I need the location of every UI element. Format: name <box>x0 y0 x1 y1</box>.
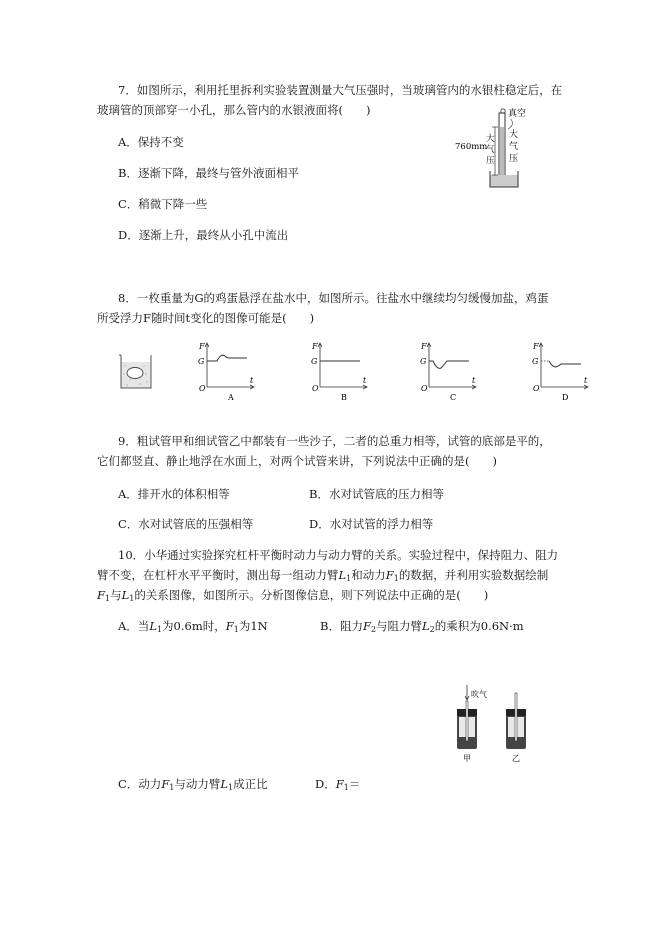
left-pressure-label <box>486 133 497 166</box>
y-axis-label: F <box>533 342 539 351</box>
origin-label: O <box>421 384 428 393</box>
x-axis-label: t <box>472 376 476 385</box>
x-axis-label: t <box>363 376 367 385</box>
left-pressure-label-char3: 压 <box>486 156 495 166</box>
right-bottle-label: 乙 <box>512 754 520 763</box>
q7-option-c[interactable]: C．稍微下降一些 <box>118 197 208 211</box>
dish-mercury <box>491 175 518 187</box>
q10-stem-line3: $F_1$与$L_1$的关系图像，如图所示。分析图像信息，则下列说法中正确的是( ) <box>97 588 489 603</box>
y-axis-label: F <box>199 342 205 351</box>
q9-stem-line2: 它们都竖直、静止地浮在水面上，对两个试管来讲，下列说法中正确的是( ) <box>97 454 497 468</box>
graph-label: B <box>341 393 347 402</box>
height-label: 760mm <box>455 142 488 152</box>
q10-option-a[interactable]: A．当$L_1$为0.6m时，$F_1$为1N <box>118 619 268 634</box>
x-axis-label: t <box>584 376 588 385</box>
q8-graph-d[interactable] <box>531 340 591 402</box>
y-tick-label: G <box>532 357 539 366</box>
q9-option-b[interactable]: B．水对试管底的压力相等 <box>309 487 444 501</box>
q8-beaker-egg-figure <box>118 352 154 392</box>
q8-graph-c[interactable] <box>419 340 479 402</box>
q7-option-b[interactable]: B．逐渐下降，最终与管外液面相平 <box>118 166 299 180</box>
q7-stem-line2: 玻璃管的顶部穿一小孔，那么管内的水银液面将( ) <box>97 103 371 117</box>
q8-stem-line2: 所受浮力F随时间t变化的图像可能是( ) <box>97 311 315 325</box>
q10-option-c[interactable]: C．动力$F_1$与动力臂$L_1$成正比 <box>118 777 268 792</box>
y-tick-label: G <box>311 357 318 366</box>
y-axis-label: F <box>312 342 318 351</box>
q9-option-d[interactable]: D．水对试管的浮力相等 <box>309 517 434 531</box>
vacuum-label: 真空 <box>508 109 527 119</box>
q7-stem-line1: 7．如图所示，利用托里拆利实验装置测量大气压强时，当玻璃管内的水银柱稳定后，在 <box>118 83 563 97</box>
blow-label: 吹气 <box>471 690 487 699</box>
q7-option-d[interactable]: D．逐渐上升，最终从小孔中流出 <box>118 228 289 242</box>
egg-icon <box>127 368 143 379</box>
q10-option-b[interactable]: B．阻力$F_2$与阻力臂$L_2$的乘积为0.6N·m <box>320 619 524 634</box>
x-axis-label: t <box>250 376 254 385</box>
q9-stem-line1: 9．粗试管甲和细试管乙中都装有一些沙子，二者的总重力相等，试管的底部是平的， <box>118 434 551 448</box>
q7-torricelli-figure <box>452 105 532 190</box>
right-pressure-label-char1: 大 <box>509 130 519 140</box>
right-pressure-label-char2: 气 <box>509 142 519 152</box>
q8-graph-a[interactable] <box>197 340 257 402</box>
left-pressure-label-char2: 气 <box>486 145 495 155</box>
origin-label: O <box>533 384 540 393</box>
q10-stem-line2: 臂不变，在杠杆水平平衡时，测出每一组动力臂$L_1$和动力$F_1$的数据，并利用实验数据绘制 <box>97 568 549 583</box>
q9-option-c[interactable]: C．水对试管底的压强相等 <box>118 517 254 531</box>
q9-option-a[interactable]: A．排开水的体积相等 <box>118 487 230 501</box>
right-pressure-label-char3: 压 <box>509 154 519 164</box>
q10-bottles-figure <box>452 683 532 765</box>
q7-option-a[interactable]: A．保持不变 <box>118 135 184 149</box>
right-pressure-label <box>509 128 521 164</box>
left-bottle-label: 甲 <box>463 754 471 763</box>
graph-label: A <box>228 393 234 402</box>
mercury-column <box>500 127 504 181</box>
q8-graph-b[interactable] <box>310 340 370 402</box>
graph-label: C <box>450 393 457 402</box>
q10-stem-line1: 10．小华通过实验探究杠杆平衡时动力与动力臂的关系。实验过程中，保持阻力、阻力 <box>118 548 559 562</box>
y-tick-label: G <box>198 357 205 366</box>
left-pressure-label-char1: 大 <box>486 134 495 144</box>
y-axis-label: F <box>421 342 427 351</box>
origin-label: O <box>312 384 319 393</box>
origin-label: O <box>199 384 206 393</box>
q8-stem-line1: 8．一枚重量为G的鸡蛋悬浮在盐水中，如图所示。往盐水中继续均匀缓慢加盐，鸡蛋 <box>118 291 549 305</box>
q10-option-d[interactable]: D．$F_1=$ <box>315 777 361 792</box>
y-tick-label: G <box>420 357 427 366</box>
graph-label: D <box>562 393 569 402</box>
